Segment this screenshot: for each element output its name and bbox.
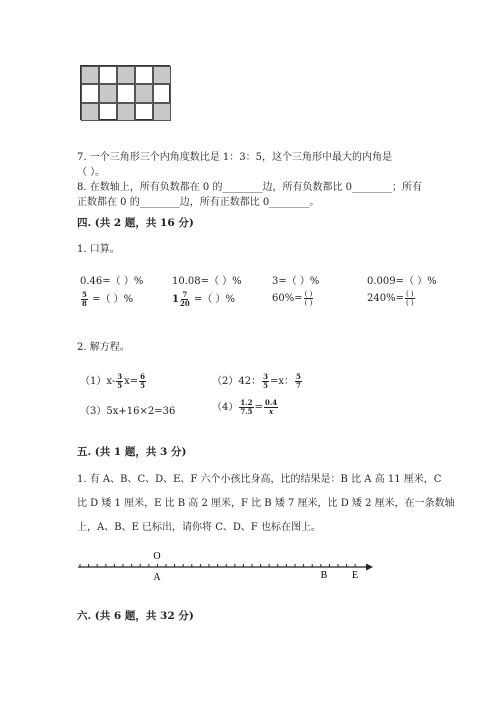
- equation-4-head: （4）: [212, 402, 239, 413]
- oral-item-f-tail: =（ ）%: [193, 294, 235, 305]
- section-6-title: 六. (共 6 题，共 32 分): [77, 610, 194, 622]
- point-e-label: E: [351, 570, 359, 581]
- fraction-denominator: 20: [179, 299, 190, 308]
- fraction-denominator: 5: [140, 381, 145, 390]
- grid-cell: [117, 84, 135, 102]
- oral-item-g: [272, 290, 314, 307]
- fraction-numerator: 5: [82, 290, 87, 299]
- fraction-numerator: 1.2: [240, 398, 253, 407]
- oral-item-a: 0.46=（ ）%: [80, 276, 144, 287]
- fraction-denominator: ( ): [405, 299, 414, 307]
- grid-cell: [81, 84, 99, 102]
- oral-item-c: 3=（ ）%: [272, 276, 320, 287]
- equation-4: [212, 398, 279, 416]
- section-5-q1-line3: 上，A、B、E 已标出，请你将 C、D、F 也标在图上。: [77, 522, 322, 533]
- oral-item-h: [367, 290, 416, 307]
- section-5-q1-line1: 1. 有 A、B、C、D、E、F 六个小孩比身高，比的结果是：B 比 A 高 11 厘米，C: [77, 474, 442, 485]
- question-7-line2: （ ）。: [77, 167, 106, 178]
- equation-title: 2. 解方程。: [77, 342, 130, 353]
- point-a-label: A: [153, 572, 161, 583]
- oral-item-b: 10.08=（ ）%: [172, 276, 242, 287]
- equation-4-mid: =: [254, 402, 263, 413]
- fraction-numerator: 5: [296, 372, 301, 381]
- section-5-title: 五. (共 1 题，共 3 分): [77, 446, 187, 458]
- fraction-denominator: 5: [117, 381, 123, 390]
- grid-cell: [99, 66, 117, 84]
- equation-1-head: （1）x-: [80, 376, 116, 387]
- equation-2: [212, 372, 303, 390]
- grid-cell: [153, 103, 171, 121]
- equation-3: （3）5x+16×2=36: [80, 406, 176, 417]
- grid-cell: [135, 103, 153, 121]
- oral-item-e: [80, 290, 133, 308]
- fraction-denominator: 7: [296, 381, 301, 390]
- mixed-number-whole: 1: [172, 294, 179, 305]
- equation-2-head: （2）42：: [212, 376, 262, 387]
- grid-cell: [99, 103, 117, 121]
- fraction-denominator: x: [268, 407, 274, 416]
- fraction-denominator: 5: [263, 381, 268, 390]
- section-4-title: 四. (共 2 题，共 16 分): [77, 217, 194, 229]
- grid-cell: [99, 84, 117, 102]
- question-8-line1: 8. 在数轴上，所有负数都在 0 的________边，所有负数都比 0________；所有: [77, 182, 422, 193]
- axis-arrow-icon: [366, 564, 373, 571]
- equation-1: [80, 372, 147, 390]
- fraction-numerator: ( ): [304, 290, 313, 298]
- section-5-q1-line2: 比 D 矮 1 厘米，E 比 B 高 2 厘米，F 比 B 矮 7 厘米，比 D 矮 2 厘米，在一条数轴: [77, 498, 455, 509]
- oral-calc-title: 1. 口算。: [77, 244, 120, 255]
- oral-item-e-tail: =（ ）%: [92, 294, 134, 305]
- grid-cell: [153, 66, 171, 84]
- question-7-line1: 7. 一个三角形三个内角度数比是 1：3：5，这个三角形中最大的内角是: [77, 152, 392, 163]
- grid-cell: [135, 66, 153, 84]
- grid-cell: [117, 103, 135, 121]
- fraction-numerator: ( ): [405, 290, 414, 298]
- oral-item-g-head: 60%=: [272, 293, 303, 304]
- fraction-numerator: 0.4: [264, 398, 278, 407]
- fraction-denominator: 7.5: [240, 407, 253, 416]
- equation-2-mid: =x：: [269, 376, 294, 387]
- oral-item-f: [172, 290, 235, 308]
- grid-cell: [153, 84, 171, 102]
- oral-item-d: 0.009=（ ）%: [367, 276, 437, 287]
- point-b-label: B: [320, 570, 328, 581]
- fraction-numerator: 3: [117, 372, 123, 381]
- grid-cell: [117, 66, 135, 84]
- shaded-grid-figure: [80, 65, 170, 120]
- grid-cell: [81, 66, 99, 84]
- fraction-numerator: 7: [182, 290, 188, 299]
- equation-1-mid: x=: [124, 376, 139, 387]
- number-line: [0, 540, 500, 585]
- origin-label: O: [153, 551, 161, 562]
- fraction-denominator: ( ): [304, 299, 313, 307]
- fraction-denominator: 8: [82, 299, 87, 308]
- oral-item-h-head: 240%=: [367, 293, 404, 304]
- fraction-numerator: 6: [140, 372, 145, 381]
- question-8-line2: 正数都在 0 的________边，所有正数都比 0________。: [77, 197, 320, 208]
- grid-cell: [81, 103, 99, 121]
- fraction-numerator: 3: [263, 372, 268, 381]
- grid-cell: [135, 84, 153, 102]
